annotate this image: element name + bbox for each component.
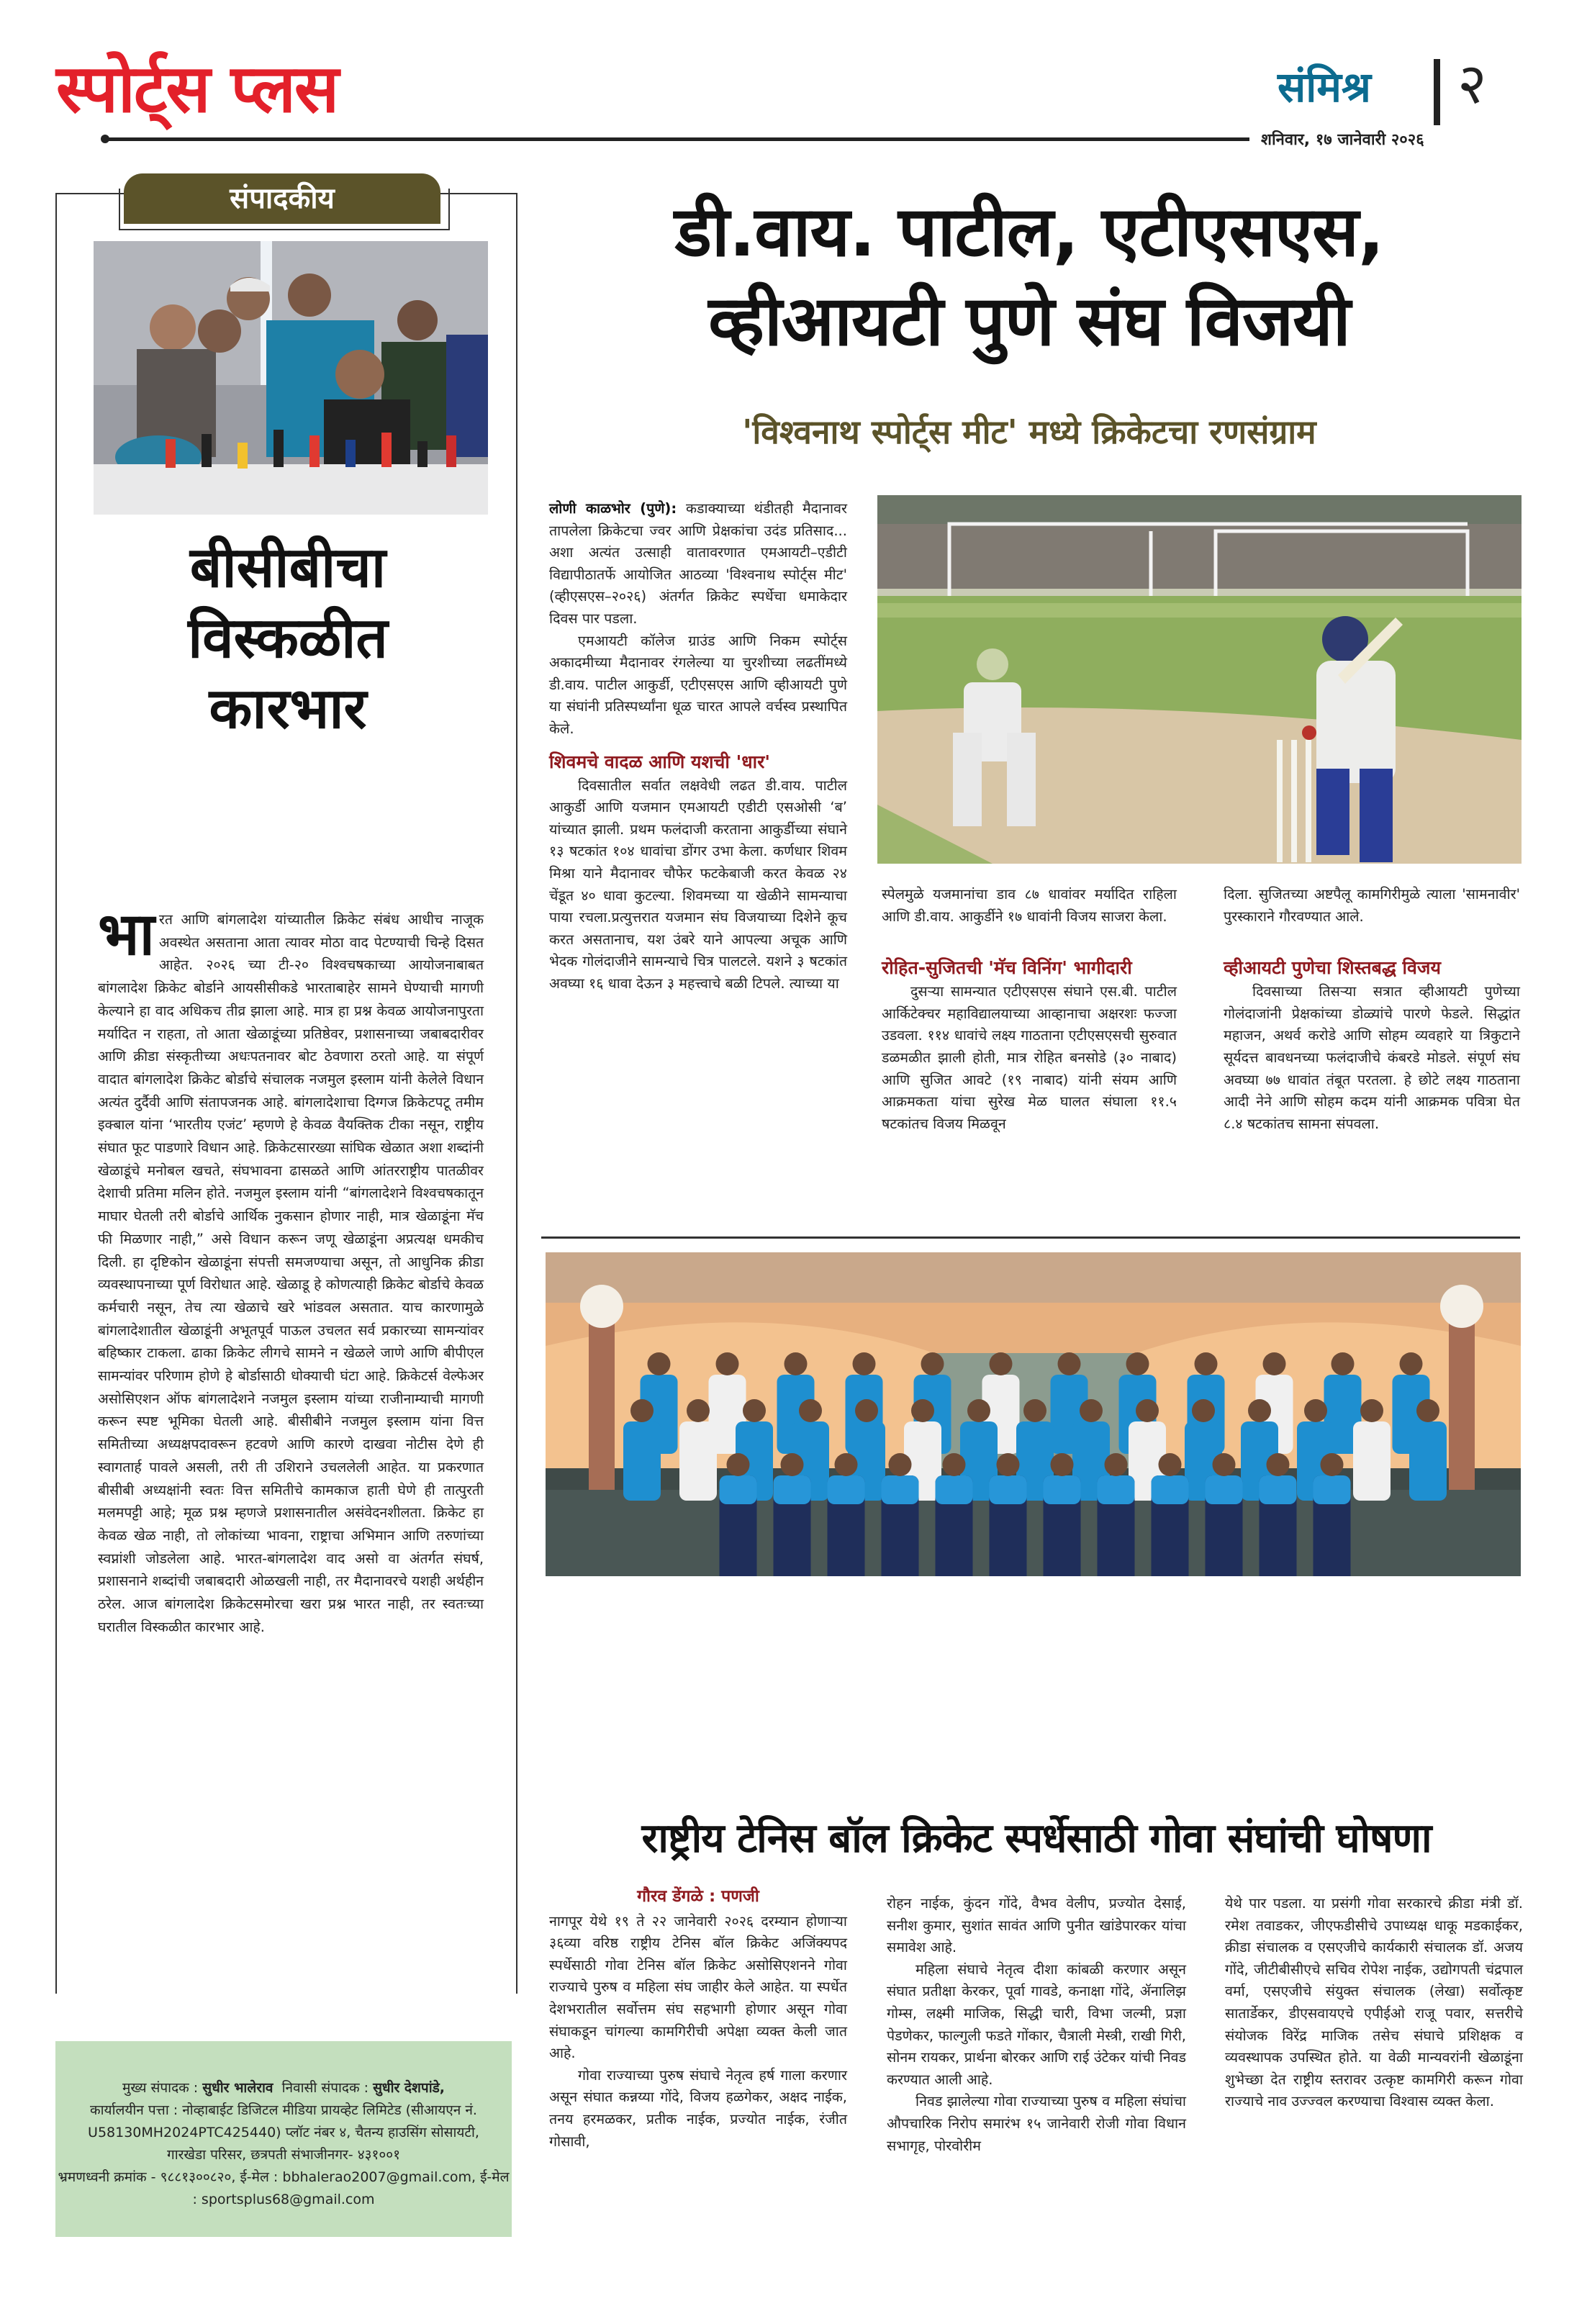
main-story-column-2: [882, 884, 1177, 1135]
story-paragraph: गोवा राज्याच्या पुरुष संघाचे नेतृत्व हर्ष गाला करणार असून संघात कन्नय्या गोंदे, विजय हळगेकर, अक्षद नाईक, तनय हरमळकर, प्रतीक नाईक, प्रज्योत नाईक, रंजीत गोसावी,: [549, 2066, 847, 2150]
goa-story-column-1: [549, 1886, 847, 2153]
team-member-head: [1136, 1399, 1159, 1422]
contact-line: [55, 2166, 512, 2211]
page-number: २: [1457, 52, 1487, 117]
team-member-figure: [679, 1421, 717, 1501]
press-conference-image-icon: [94, 241, 488, 515]
team-member-head: [943, 1453, 966, 1476]
office-address: कार्यालयीन पत्ता : नोव्हाबाईट डिजिटल मीडिया प्रायव्हेट लिमिटेड (सीआयएन नं. U58130MH2024PTC425440) प्लॉट नंबर ४, चैतन्य हाउसिंग सोसायटी, गारखेडा परिसर, छत्रपती संभाजीनगर- ४३१००१: [88, 2102, 479, 2163]
story-divider: [541, 1236, 1520, 1239]
team-member-head: [1360, 1399, 1383, 1422]
team-member-head: [853, 1352, 876, 1375]
story-intro: कडाक्याच्या थंडीतही मैदानावर तापलेला क्रिकेटचा ज्वर आणि प्रेक्षकांचा उदंड प्रतिसाद... अशा अत्यंत उत्साही वातावरणात एमआयटी–एडीटी विद्यापीठातर्फे आयोजित आठव्या 'विश्वनाथ स्पोर्ट्स मीट' (व्हीएसएस–२०२६) अंतर्गत क्रिकेट स्पर्धेचा धमाकेदार दिवस पार पडला.: [549, 500, 847, 627]
team-member-jacket: [1206, 1475, 1243, 1504]
cricket-match-photo: [877, 495, 1522, 864]
team-member-head: [799, 1399, 822, 1422]
team-member-head: [1105, 1453, 1128, 1476]
team-member-head: [1213, 1453, 1236, 1476]
team-member-head: [1195, 1352, 1218, 1375]
team-member-head: [911, 1399, 934, 1422]
editorial-title-line: बीसीबीचा: [189, 535, 386, 600]
story-paragraph: नागपूर येथे १९ ते २२ जानेवारी २०२६ दरम्यान होणाऱ्या ३६व्या वरिष्ठ राष्ट्रीय टेनिस बॉल क्रिकेट अजिंक्यपद स्पर्धेसाठी गोवा टेनिस बॉल क्रिकेट असोसिएशनने गोवा राज्याचे पुरुष व महिला संघ जाहीर केले आहेत. या स्पर्धेत देशभरातील सर्वोत्तम संघ सहभागी होणार असून गोवा संघाकडून चांगल्या कामगिरीची अपेक्षा व्यक्त केली जात आहे.: [549, 1912, 847, 2062]
goa-story-byline: गौरव डेंगळे : पणजी: [637, 1887, 759, 1906]
phone-number: भ्रमणध्वनी क्रमांक - ९८८१३००८२०,: [58, 2169, 236, 2185]
team-member-head: [781, 1453, 804, 1476]
goa-story-column-2: [887, 1893, 1186, 2157]
team-member-head: [990, 1352, 1013, 1375]
team-member-figure: [1409, 1421, 1447, 1501]
email-link[interactable]: ई-मेल : sportsplus68@gmail.com: [192, 2169, 510, 2207]
chief-editor-label: मुख्य संपादक :: [122, 2080, 199, 2096]
story-paragraph: निवड झालेल्या गोवा राज्याच्या पुरुष व महिला संघांचा औपचारिक निरोप समारंभ १५ जानेवारी रोजी गोवा विधान सभागृह, पोरवोरीम: [887, 2093, 1186, 2154]
main-headline-line: व्हीआयटी पुणे संघ विजयी: [708, 281, 1350, 361]
story-paragraph: दिवसातील सर्वात लक्षवेधी लढत डी.वाय. पाटील आकुर्डी आणि यजमान एमआयटी एडीटी एसओसी ‘ब’ यांच्यात झाली. प्रथम फलंदाजी करताना आकुर्डीच्या संघाने १३ षटकांत १०४ धावांचा डोंगर उभा केला. कर्णधार शिवम मिश्रा याने मैदानावर चौफेर फटकेबाजी करत केवळ २४ चेंडूत ४० धावा कुटल्या. शिवमच्या या खेळीने सामन्याचा पाया रचला.प्रत्युत्तरात यजमान संघ विजयाच्या दिशेने कूच करत असतानाच, यश उंबरे याने आपल्या अचूक आणि भेदक गोलंदाजीने सामन्याचे चित्र पालटले. यशने ३ षटकांत अवघ्या १६ धावा देऊन ३ महत्त्वाचे बळी टिपले. त्याच्या या: [549, 777, 847, 992]
team-member-head: [855, 1399, 878, 1422]
team-member-head: [997, 1453, 1020, 1476]
team-member-head: [1126, 1352, 1149, 1375]
masthead-rule: [105, 137, 1249, 141]
editorial-drop-cap: भा: [98, 900, 155, 969]
team-member-jacket: [1152, 1475, 1189, 1504]
editorial-text: रत आणि बांगलादेश यांच्यातील क्रिकेट संबंध आधीच नाजूक अवस्थेत असताना आता त्यावर मोठा वाद पेटण्याची चिन्हे दिसत आहेत. २०२६ च्या टी-२० विश्वचषकाच्या आयोजनाबाबत बांगलादेश क्रिकेट बोर्डाने आयसीसीकडे भारताबाहेर सामने घेण्याची मागणी केल्याने हा वाद अधिकच तीव्र झाला आहे. मात्र हा प्रश्न केवळ आयोजनापुरता मर्यादित न राहता, तो आता खेळाडूंच्या प्रतिष्ठेवर, प्रशासनाच्या जबाबदारीवर आणि क्रीडा संस्कृतीच्या अधःपतनावर बोट ठेवणारा ठरतो आहे. या संपूर्ण वादात बांगलादेश क्रिकेट बोर्डाचे संचालक नजमुल इस्लाम यांनी केलेले विधान अत्यंत दुर्दैवी आणि संतापजनक आहे. बांगलादेशाचा दिग्गज क्रिकेटपटू तमीम इक्बाल यांना ‘भारतीय एजंट’ म्हणणे हे केवळ वैयक्तिक टीका नसून, राष्ट्रीय संघात फूट पाडणारे विधान आहे. क्रिकेटसारख्या सांघिक खेळात अशा शब्दांनी खेळाडूंचे मनोबल खचते, संघभावना ढासळते आणि आंतरराष्ट्रीय पातळीवर देशाची प्रतिमा मलिन होते. नजमुल इस्लाम यांनी “बांगलादेशने विश्वचषकातून माघार घेतली तरी बोर्डाचे आर्थिक नुकसान होणार नाही, मात्र खेळाडूंना मॅच फी मिळणार नाही,” असे विधान करून जणू खेळाडूंना अप्रत्यक्ष धमकीच दिली. हा दृष्टिकोन खेळाडूंना संपत्ती समजण्याचा असून, तो आधुनिक क्रीडा व्यवस्थापनाच्या पूर्ण विरोधात आहे. खेळाडू हे कोणत्याही क्रिकेट बोर्डाचे केवळ कर्मचारी नसून, तेच त्या खेळाचे खरे भांडवल असतात. याच कारणामुळे बांगलादेशातील खेळाडूंनी अभूतपूर्व पाऊल उचलत सर्व प्रकारच्या सामन्यांवर बहिष्कार टाकला. ढाका क्रिकेट लीगचे सामने न खेळले जाणे आणि बीपीएल सामन्यांवर परिणाम होणे हे बोर्डासाठी धोक्याची घंटा आहे. क्रिकेटर्स वेल्फेअर असोसिएशन ऑफ बांगलादेशने नजमुल इस्लाम यांच्या राजीनाम्याची मागणी करून स्पष्ट भूमिका घेतली आहे. बीसीबीने नजमुल इस्लाम यांना वित्त समितीच्या अध्यक्षपदावरून हटवणे आणि कारणे दाखवा नोटीस देणे ही स्वागतार्ह पावले असली, तरी ती उशिराने उचललेली आहेत. या प्रकरणात बीसीबी अध्यक्षांनी स्वतः वित्त समितीचे कामकाज हाती घेणे ही तात्पुरती मलमपट्टी आहे; मूळ प्रश्न म्हणजे प्रशासनातील असंवेदनशीलता. क्रिकेट हा केवळ खेळ नाही, तो लोकांच्या भावना, राष्ट्राचा अभिमान आणि तरुणांच्या स्वप्नांशी जोडलेला आहे. भारत-बांगलादेश वाद असो वा अंतर्गत संघर्ष, प्रशासनाने शब्दांची जबाबदारी ओळखली नाही, तर मैदानावरचे यशही अर्थहीन ठरेल. आज बांगलादेश क्रिकेटसमोरचा खरा प्रश्न भारत नाही, तर स्वतःच्या घरातील विस्कळीत कारभार आहे.: [98, 911, 484, 1635]
team-member-figure: [623, 1421, 661, 1501]
story-paragraph: एमआयटी कॉलेज ग्राउंड आणि निकम स्पोर्ट्स अकादमीच्या मैदानावर रंगलेल्या या चुरशीच्या लढतींमध्ये डी.वाय. पाटील आकुर्डी, एटीएसएस आणि व्हीआयटी पुणे या संघांनी प्रतिस्पर्ध्यांना धूळ चारत आपले वर्चस्व प्रस्थापित केले.: [549, 632, 847, 737]
newspaper-brand-logo: स्पोर्ट्स प्लस: [56, 50, 338, 127]
team-member-jacket: [720, 1475, 757, 1504]
team-member-head: [889, 1453, 912, 1476]
imprint-box: [55, 2041, 512, 2237]
story-paragraph: महिला संघाचे नेतृत्व दीशा कांबळी करणार असून संघात प्रतीक्षा केरकर, पूर्वा गावडे, कनाक्षा गोंदे, ॲनालिझ गोम्स, लक्ष्मी माजिक, सिद्धी चारी, विभा जल्मी, प्रज्ञा पेडणेकर, फाल्गुली फडते गोंकार, चैत्राली मेस्त्री, राखी गिरी, सोनम रायकर, प्रार्थना बोरकर आणि राई उंटेकर यांची निवड करण्यात आली आहे.: [887, 1961, 1186, 2088]
goa-story-column-3: [1225, 1893, 1523, 2113]
goa-team-photo: [546, 1252, 1521, 1576]
section-heading: रोहित-सुजितची 'मॅच विनिंग' भागीदारी: [882, 957, 1132, 979]
team-member-jacket: [1044, 1475, 1081, 1504]
team-member-head: [1263, 1352, 1286, 1375]
section-heading: शिवमचे वादळ आणि यशची 'धार': [549, 751, 770, 772]
team-member-head: [1267, 1453, 1290, 1476]
team-member-head: [1159, 1453, 1182, 1476]
team-member-head: [1080, 1399, 1103, 1422]
story-paragraph: दुसऱ्या सामन्यात एटीएसएस संघाने एस.बी. पाटील आर्किटेक्चर महाविद्यालयाच्या आव्हानाचा अक्षरशः फज्जा उडवला. ११४ धावांचे लक्ष्य गाठताना एटीएसएसची सुरुवात डळमळीत झाली होती, मात्र रोहित बनसोडे (३० नाबाद) आणि सुजित आवटे (१९ नाबाद) यांनी संयम आणि आक्रमकता यांचा सुरेख मेळ घालत संघाला ११.५ षटकांतच विजय मिळवून: [882, 983, 1177, 1132]
team-member-head: [1248, 1399, 1271, 1422]
section-separator: [1434, 59, 1440, 125]
team-member-head: [630, 1399, 654, 1422]
goa-story-headline: राष्ट्रीय टेनिस बॉल क्रिकेट स्पर्धेसाठी गोवा संघांची घोषणा: [641, 1815, 1432, 1862]
resident-editor-name: सुधीर देशपांडे,: [373, 2080, 446, 2096]
team-member-head: [835, 1453, 858, 1476]
team-member-head: [1416, 1399, 1439, 1422]
editors-line: [55, 2077, 512, 2099]
story-paragraph-continued: येथे पार पडला. या प्रसंगी गोवा सरकारचे क्रीडा मंत्री डॉ. रमेश तवाडकर, जीएफडीसीचे उपाध्यक्ष धाकू मडकाईकर, क्रीडा संचालक व एसएजीचे कार्यकारी संचालक डॉ. अजय गोंदे, जीटीबीसीएचे सचिव रोपेश नाईक, उद्योगपती चंद्रपाल वर्मा, एसएजीचे संयुक्त संचालक (लेखा) सर्वोत्कृष्ट सातार्डेकर, डीएसवायएचे एपीईओ राजू पवार, सत्तरीचे संयोजक विरेंद्र माजिक तसेच संघाचे प्रशिक्षक व व्यवस्थापक उपस्थित होते. या वेळी मान्यवरांनी खेळाडूंना शुभेच्छा देत राष्ट्रीय स्तरावर उत्कृष्ट कामगिरी करून गोवा राज्याचे नाव उज्ज्वल करण्याचा विश्वास व्यक्त केला.: [1225, 1895, 1523, 2110]
editorial-title: [72, 533, 504, 744]
team-member-figure: [1353, 1421, 1391, 1501]
team-member-head: [967, 1399, 990, 1422]
team-member-jacket: [828, 1475, 865, 1504]
main-story-column-3: [1224, 884, 1520, 1135]
team-member-head: [1321, 1453, 1344, 1476]
team-member-head: [1331, 1352, 1355, 1375]
story-paragraph-continued: दिला. सुजितच्या अष्टपैलू कामगिरीमुळे त्याला 'सामनावीर' पुरस्काराने गौरवण्यात आले.: [1224, 886, 1520, 925]
team-member-head: [716, 1352, 739, 1375]
team-member-head: [1023, 1399, 1046, 1422]
team-member-head: [921, 1352, 944, 1375]
story-dateline: लोणी काळभोर (पुणे):: [549, 500, 677, 517]
editorial-body: [98, 900, 484, 1639]
team-member-head: [1192, 1399, 1215, 1422]
cricket-batsman-image-icon: [877, 495, 1522, 864]
main-headline: [547, 187, 1511, 366]
team-member-jacket: [1260, 1475, 1297, 1504]
section-heading: व्हीआयटी पुणेचा शिस्तबद्ध विजय: [1224, 957, 1441, 979]
main-headline-line: डी.वाय. पाटील, एटीएसएस,: [674, 191, 1384, 272]
team-member-head: [1304, 1399, 1327, 1422]
team-member-jacket: [936, 1475, 973, 1504]
story-paragraph-continued: स्पेलमुळे यजमानांचा डाव ८७ धावांवर मर्यादित राहिला आणि डी.वाय. आकुर्डीने १७ धावांनी विजय साजरा केला.: [882, 886, 1177, 925]
email-link[interactable]: ई-मेल : bbhalerao2007@gmail.com,: [240, 2169, 476, 2185]
team-member-jacket: [1314, 1475, 1351, 1504]
main-subheadline: 'विश्वनाथ स्पोर्ट्स मीट' मध्ये क्रिकेटचा रणसंग्राम: [742, 412, 1316, 451]
section-name: संमिश्र: [1278, 63, 1371, 112]
resident-editor-label: निवासी संपादक :: [281, 2080, 369, 2096]
chief-editor-name: सुधीर भालेराव: [202, 2080, 273, 2096]
team-member-head: [648, 1352, 671, 1375]
team-group-image-icon: [546, 1252, 1521, 1576]
team-member-head: [785, 1352, 808, 1375]
team-member-head: [1051, 1453, 1074, 1476]
story-paragraph: दिवसाच्या तिसऱ्या सत्रात व्हीआयटी पुणेच्या गोलंदाजांनी प्रेक्षकांच्या डोळ्यांचे पारणे फेडले. सिद्धांत महाजन, अथर्व करोडे आणि सोहम व्यवहारे या त्रिकुटाने सूर्यदत्त बावधनच्या फलंदाजीचे कंबरडे मोडले. संपूर्ण संघ अवघ्या ७७ धावांत तंबूत परतला. हे छोटे लक्ष्य गाठताना आदी नेने आणि सोहम कदम यांनी आक्रमक पवित्रा घेत ८.४ षटकांतच सामना संपवला.: [1224, 983, 1520, 1132]
main-story-column-1: [549, 498, 847, 995]
editorial-title-line: विस्कळीत: [188, 606, 388, 671]
team-member-jacket: [1098, 1475, 1135, 1504]
team-member-jacket: [990, 1475, 1027, 1504]
team-member-head: [687, 1399, 710, 1422]
story-paragraph-continued: रोहन नाईक, कुंदन गोंदे, वैभव वेलीप, प्रज्योत देसाई, सनीश कुमार, सुशांत सावंत आणि पुनीत खांडेपारकर यांचा समावेश आहे.: [887, 1895, 1186, 1956]
team-member-head: [743, 1399, 766, 1422]
editorial-press-conference-photo: [94, 241, 488, 515]
editorial-title-line: कारभार: [209, 677, 367, 741]
editorial-tab-label: संपादकीय: [124, 173, 440, 224]
team-member-head: [1400, 1352, 1423, 1375]
team-member-head: [1058, 1352, 1081, 1375]
team-member-head: [727, 1453, 750, 1476]
team-member-jacket: [774, 1475, 811, 1504]
issue-date: शनिवार, १७ जानेवारी २०२६: [1261, 131, 1424, 149]
team-member-jacket: [882, 1475, 919, 1504]
